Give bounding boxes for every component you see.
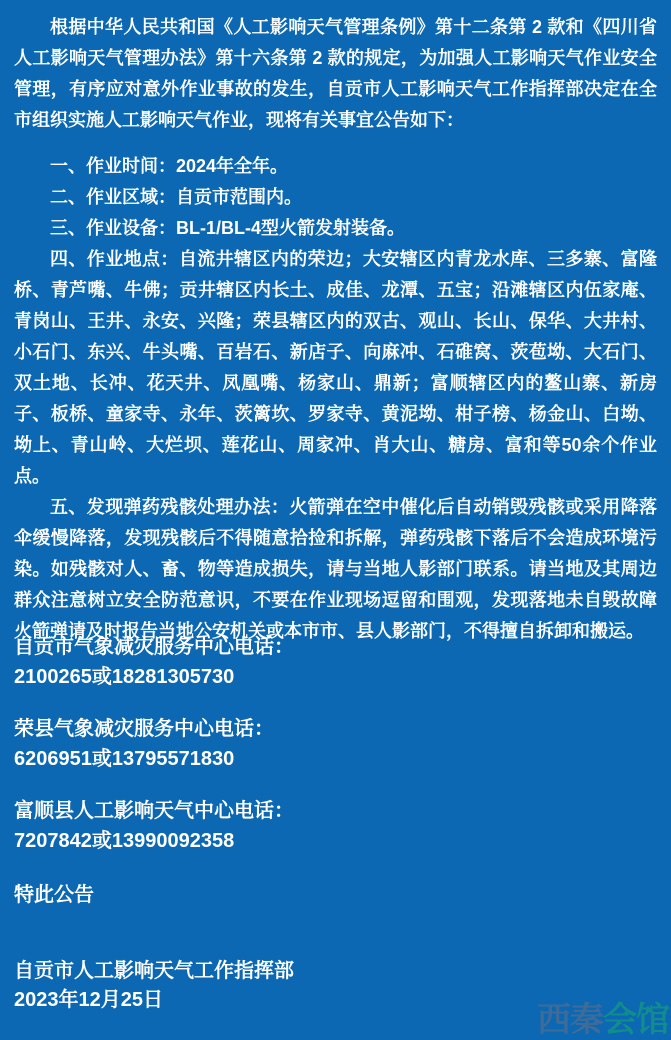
contact-zigong-numbers: 2100265或18281305730 [14, 666, 235, 688]
intro-paragraph: 根据中华人民共和国《人工影响天气管理条例》第十二条第 2 款和《四川省人工影响天气管理办法》第十六条第 2 款的规定，为加强人工影响天气作业安全管理，有序应对意外作业事故的发生，自贡市人工影响天气工作指挥部决定在全市组织实施人工影响天气作业，现将有关事宜公告如下： [14, 17, 657, 130]
contact-zigong [14, 632, 657, 692]
signature-organization: 自贡市人工影响天气工作指挥部 [14, 960, 294, 982]
contact-rongxian-label: 荣县气象减灾服务中心电话： [14, 718, 274, 740]
signature-date: 2023年12月25日 [14, 989, 163, 1011]
item-debris-handling: 五、发现弹药残骸处理办法：火箭弹在空中催化后自动销毁残骸或采用降落伞缓慢降落，发现残骸后不得随意拾捡和拆解，弹药残骸下落后不会造成环境污染。如残骸对人、畜、物等造成损失，请与当地人影部门联系。请当地及其周边群众注意树立安全防范意识，不要在作业现场逗留和围观，发现落地未自毁故障火箭弹请及时报告当地公安机关或本市市、县人影部门，不得擅自拆卸和搬运。 [14, 497, 657, 641]
item-operation-time: 一、作业时间：2024年全年。 [50, 156, 289, 176]
item-operation-locations: 四、作业地点：自流井辖区内的荣边；大安辖区内青龙水库、三多寨、富隆桥、青芦嘴、牛佛；贡井辖区内长土、成佳、龙潭、五宝；沿滩辖区内伍家庵、青岗山、王井、永安、兴隆；荣县辖区内的双古、观山、长山、保华、大井村、小石门、东兴、牛头嘴、百岩石、新店子、向麻冲、石碓窝、茨苞坳、大石门、双土地、长冲、花天井、凤凰嘴、杨家山、鼎新；富顺辖区内的鳌山寨、新房子、板桥、童家寺、永年、茨篱坎、罗家寺、黄泥坳、柑子榜、杨金山、白坳、坳上、青山岭、大烂坝、莲花山、周家冲、肖大山、糖房、富和等50余个作业点。 [14, 249, 657, 486]
contact-zigong-label: 自贡市气象减灾服务中心电话： [14, 636, 294, 658]
contact-rongxian [14, 714, 657, 774]
contact-section [14, 632, 657, 878]
contact-fushun-numbers: 7207842或13990092358 [14, 830, 235, 852]
watermark-text-left: 西秦 [537, 1001, 603, 1039]
closing-statement: 特此公告 [14, 884, 94, 906]
watermark-text-right: 会馆 [603, 1001, 669, 1039]
item-operation-area: 二、作业区域：自贡市范围内。 [50, 187, 302, 207]
watermark-logo [537, 1000, 669, 1040]
contact-rongxian-numbers: 6206951或13795571830 [14, 748, 235, 770]
item-operation-equipment: 三、作业设备：BL-1/BL-4型火箭发射装备。 [50, 218, 405, 238]
contact-fushun [14, 796, 657, 856]
contact-fushun-label: 富顺县人工影响天气中心电话： [14, 800, 294, 822]
